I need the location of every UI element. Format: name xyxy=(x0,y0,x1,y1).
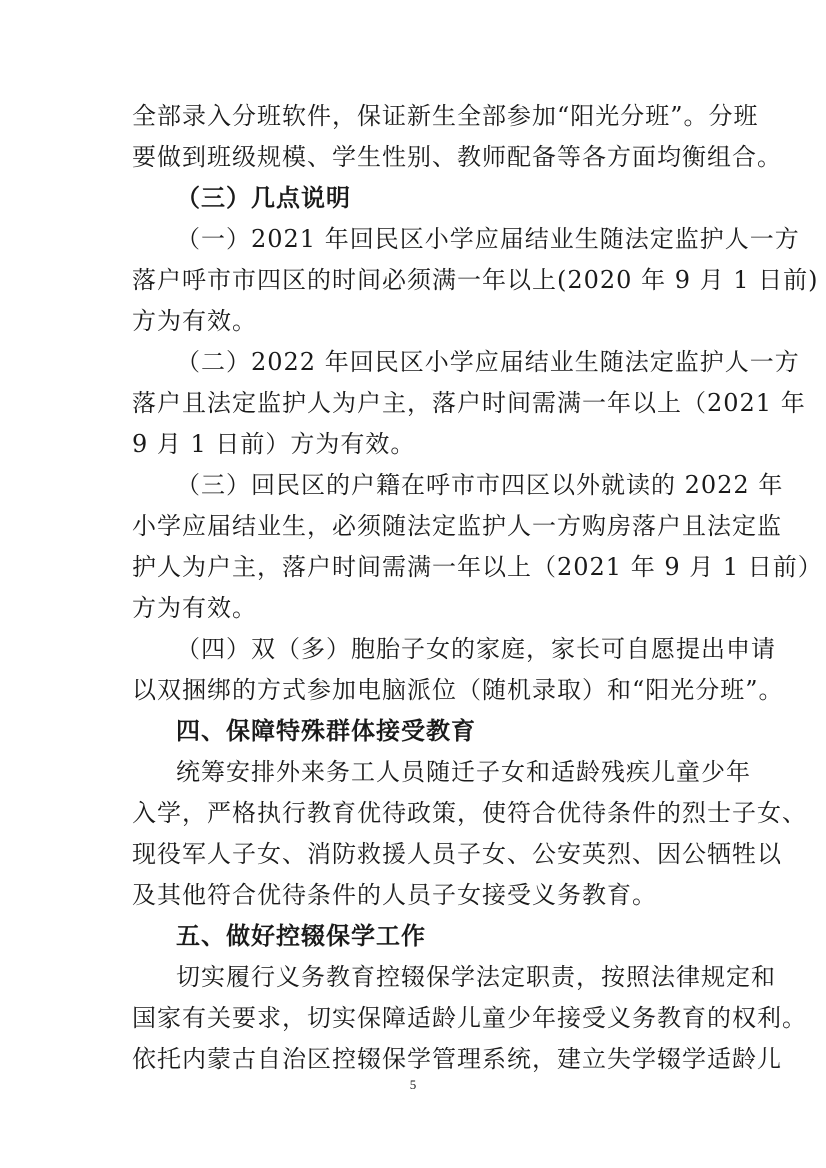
body-line: 依托内蒙古自治区控辍保学管理系统，建立失学辍学适龄儿 xyxy=(132,1045,782,1073)
body-line: 切实履行义务教育控辍保学法定职责，按照法律规定和 xyxy=(176,963,776,991)
body-line: 统筹安排外来务工人员随迁子女和适龄残疾儿童少年 xyxy=(176,758,751,786)
section-heading: 四、保障特殊群体接受教育 xyxy=(176,717,476,745)
body-line: 落户呼市市四区的时间必须满一年以上(2020 年 9 月 1 日前) xyxy=(132,266,819,294)
body-line: （二）2022 年回民区小学应届结业生随法定监护人一方 xyxy=(176,348,800,376)
section-heading: 五、做好控辍保学工作 xyxy=(176,922,426,950)
body-line: 9 月 1 日前）方为有效。 xyxy=(132,430,416,458)
body-line: 入学，严格执行教育优待政策，使符合优待条件的烈士子女、 xyxy=(132,799,807,827)
body-line: 方为有效。 xyxy=(132,307,257,335)
subsection-heading: （三）几点说明 xyxy=(176,184,351,212)
body-line: 以双捆绑的方式参加电脑派位（随机录取）和“阳光分班”。 xyxy=(132,676,784,704)
body-line: （四）双（多）胞胎子女的家庭，家长可自愿提出申请 xyxy=(176,635,776,663)
body-line: 全部录入分班软件，保证新生全部参加“阳光分班”。分班 xyxy=(132,102,759,130)
body-line: 国家有关要求，切实保障适龄儿童少年接受义务教育的权利。 xyxy=(132,1004,807,1032)
body-line: （三）回民区的户籍在呼市市四区以外就读的 2022 年 xyxy=(176,471,784,499)
body-line: 要做到班级规模、学生性别、教师配备等各方面均衡组合。 xyxy=(132,143,782,171)
body-line: 落户且法定监护人为户主，落户时间需满一年以上（2021 年 xyxy=(132,389,806,417)
body-line: （一）2021 年回民区小学应届结业生随法定监护人一方 xyxy=(176,225,800,253)
body-line: 现役军人子女、消防救援人员子女、公安英烈、因公牺牲以 xyxy=(132,840,782,868)
body-line: 及其他符合优待条件的人员子女接受义务教育。 xyxy=(132,881,657,909)
body-line: 护人为户主，落户时间需满一年以上（2021 年 9 月 1 日前） xyxy=(132,553,823,581)
page-number: 5 xyxy=(409,1077,417,1092)
body-line: 方为有效。 xyxy=(132,594,257,622)
body-line: 小学应届结业生，必须随法定监护人一方购房落户且法定监 xyxy=(132,512,782,540)
